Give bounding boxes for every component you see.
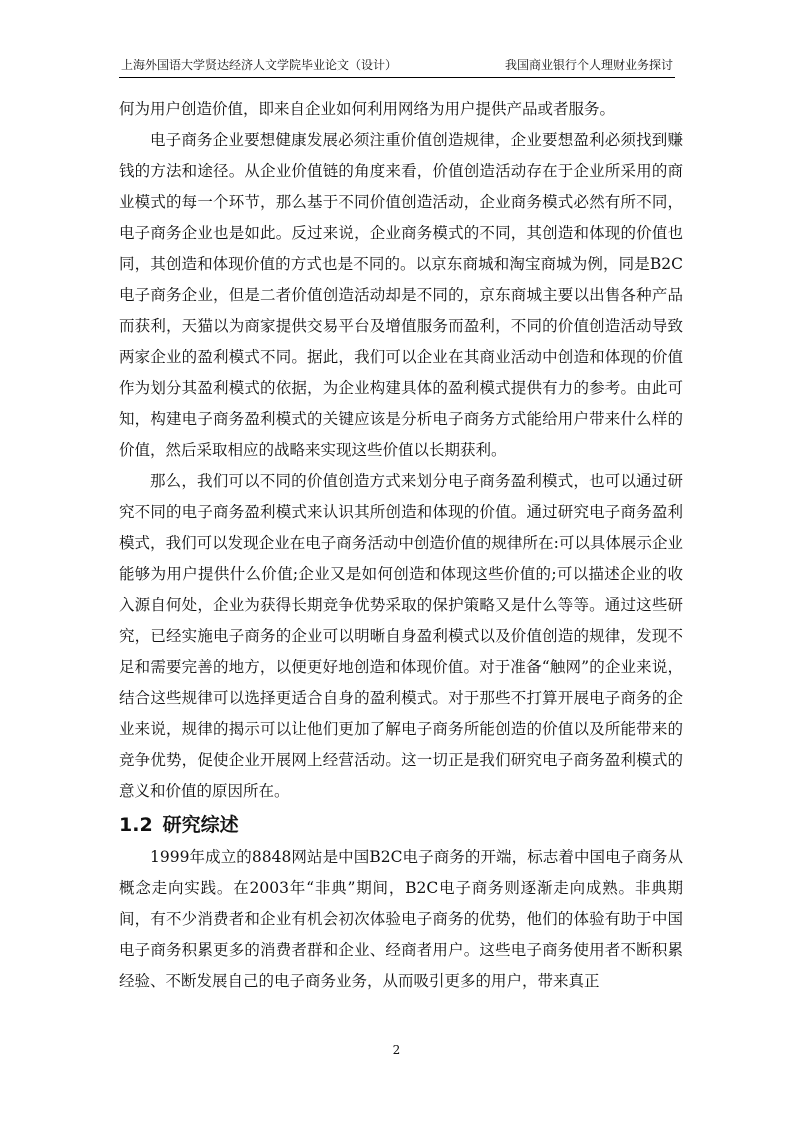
header-paper-title: 我国商业银行个人理财业务探讨 [504,58,673,72]
section-number: 1.2 [119,814,153,836]
page-body [119,94,683,997]
section-title: 研究综述 [162,814,239,836]
page-number: 2 [392,1043,401,1057]
paragraph-research-review: 1999年成立的8848网站是中国B2C电子商务的开端，标志着中国电子商务从概念走向实践。在2003年“非典”期间，B2C电子商务则逐渐走向成熟。非典期间，有不少消费者和企业有机会初次体验电子商务的优势，他们的体验有助于中国电子商务积累更多的消费者群和企业、经商者用户。这些电子商务使用者不断积累经验、不断发展自己的电子商务业务，从而吸引更多的用户，带来真正 [119,848,683,990]
header-thesis-title: 上海外国语大学贤达经济人文学院毕业论文（设计） [121,58,398,72]
paragraph-profit-model-significance: 那么，我们可以不同的价值创造方式来划分电子商务盈利模式，也可以通过研究不同的电子商务盈利模式来认识其所创造和体现的价值。通过研究电子商务盈利模式，我们可以发现企业在电子商务活动中创造价值的规律所在:可以具体展示企业能够为用户提供什么价值;企业又是如何创造和体现这些价值的;可以描述企业的收入源自何处，企业为获得长期竞争优势采取的保护策略又是什么等等。通过这些研究，已经实施电子商务的企业可以明晰自身盈利模式以及价值创造的规律，发现不足和需要完善的地方，以便更好地创造和体现价值。对于准备“触网”的企业来说，结合这些规律可以选择更适合自身的盈利模式。对于那些不打算开展电子商务的企业来说，规律的揭示可以让他们更加了解电子商务所能创造的价值以及所能带来的竞争优势，促使企业开展网上经营活动。这一切正是我们研究电子商务盈利模式的意义和价值的原因所在。 [119,472,683,800]
paragraph-value-creation: 电子商务企业要想健康发展必须注重价值创造规律，企业要想盈利必须找到赚钱的方法和途径。从企业价值链的角度来看，价值创造活动存在于企业所采用的商业模式的每一个环节，那么基于不同价值创造活动，企业商务模式必然有所不同，电子商务企业也是如此。反过来说，企业商务模式的不同，其创造和体现的价值也同，其创造和体现价值的方式也是不同的。以京东商城和淘宝商城为例，同是B2C电子商务企业，但是二者价值创造活动却是不同的，京东商城主要以出售各种产品而获利，天猫以为商家提供交易平台及增值服务而盈利，不同的价值创造活动导致两家企业的盈利模式不同。据此，我们可以企业在其商业活动中创造和体现的价值作为划分其盈利模式的依据，为企业构建具体的盈利模式提供有力的参考。由此可知，构建电子商务盈利模式的关键应该是分析电子商务方式能给用户带来什么样的价值，然后采取相应的战略来实现这些价值以长期获利。 [119,131,683,459]
section-heading [119,809,683,841]
page-header [119,55,675,78]
paragraph-continuation: 何为用户创造价值，即来自企业如何利用网络为用户提供产品或者服务。 [119,100,616,118]
